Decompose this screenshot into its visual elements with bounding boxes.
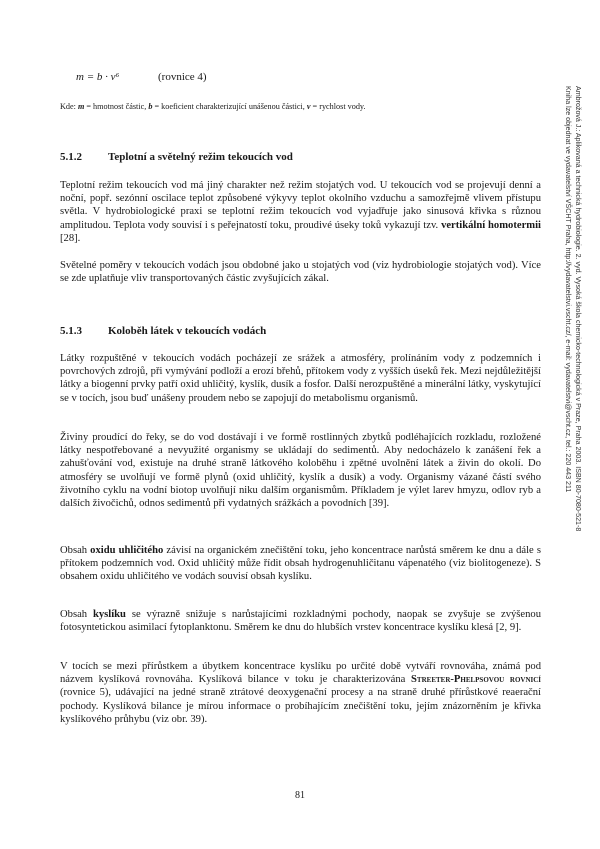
text: Živiny proudící do řeky, se do vod dostávají i ve formě rostlinných zbytků podléhajících rozkladu, rozložené látky nespotřebované a nevyužité organismy se ukládají do sedimentů. Aby nedocházelo k zanášení řek a zahušťování vod, existuje na druhé straně látkového koloběhu i zpětné uvolnění látek a živin do okolí. Do atmosféry se uvolňují ve formě plynů (oxid uhličitý, kyslík a dusík) a vody. Organismy vázané částí svého životního cyklu na vodní biotop uvolňují niku dalším organismům. Příkladem je výlet larev hmyzu, odlov ryb a dalších živočichů, odnos sedimentů při vydatných srážkách a povodních [39]. [60,432,541,510]
paragraph-temperature [60,179,541,245]
paragraph-oxygen [60,608,541,634]
text: [28]. [60,232,81,244]
paragraph-nutrients [60,431,541,510]
paragraph-oxygen-balance [60,660,541,726]
text: Látky rozpuštěné v tekoucích vodách pocházejí ze srážek a atmosféry, prolínáním vody z podzemních i povrchových zdrojů, při vymývání podloží a erozí břehů, přítokem vody z vyšších úseků řek. Mezi nejdůležitější látky a biogenní prvky patří oxid uhličitý, kyslík, dusík a fosfor. Další nerozpuštěné a minerální látky, vyskytující se v tocích, jsou buď unášeny proudem nebo se zapojují do metabolismu organismů. [60,353,541,404]
side-citation [553,86,583,686]
section-number: 5.1.2 [60,151,82,163]
symbol-b: b [148,102,153,111]
term-streeter-phelps: Streeter-Phelpsovou rovnicí [411,674,541,686]
citation-line-2: Kniha lze objednat ve vydavatelství VŠCHT Praha, http://vydavatelstvi.vscht.cz/, e-mail: vydavatelstvi@vscht.cz, tel.: 220 443 211 [564,86,572,493]
symbol-v: v [306,102,311,111]
paragraph-carbon-dioxide [60,544,541,584]
text: Obsah [60,609,93,620]
paragraph-light [60,259,541,285]
definition-prefix: Kde: [60,102,78,111]
text: V tocích se mezi přírůstkem a úbytkem koncentrace kyslíku po určité době vytváří rovnováha, známá pod názvem kyslíková rovnováha. Kyslíková bilance v toku je charakterizována [60,661,541,686]
section-number: 5.1.3 [60,325,82,337]
text: Světelné poměry v tekoucích vodách jsou obdobné jako u stojatých vod (viz hydrobiologie stojatých vod). Více se zde uplatňuje vliv transportovaných částic zvyšujících zákal. [60,260,541,285]
section-title: Koloběh látek v tekoucích vodách [108,325,267,337]
text: závisí na organickém znečištění toku, jeho koncentrace narůstá směrem ke dnu a dále s přítokem podzemních vod. Oxid uhličitý může řídit obsah hydrogenuhličitanu vápenatého (viz biolitogeneze). S obsahem oxidu uhličitého ve vodách souvisí obsah kyslíku. [60,545,541,583]
definition-m: = hmotnost částic, [84,102,149,111]
equation-formula: m = b · v⁶ [76,71,120,83]
text: se výrazně snižuje s narůstajícími rozkladnými pochody, naopak se zvyšuje se zvýšenou fotosyntetickou asimilací fytoplanktonu. Směrem ke dnu do hlubších vrstev koncentrace kyslíku klesá [2, 9]. [60,609,542,634]
equation-definition [60,101,540,112]
definition-b: = koeficient charakterizující unášenou částici, [152,102,307,111]
page-number: 81 [295,790,305,801]
section-heading-5-1-3 [60,325,266,337]
paragraph-dissolved-substances [60,352,541,405]
term-vertical-homothermy: vertikální homotermii [441,219,541,231]
term-carbon-dioxide: oxidu uhličitého [90,545,164,556]
text: Obsah [60,545,91,556]
definition-v: = rychlost vody. [310,102,366,111]
section-heading-5-1-2 [60,151,293,163]
equation-4 [76,71,207,83]
term-oxygen: kyslíku [92,609,126,620]
text: (rovnice 5), udávající na jedné straně ztrátové deoxygenační procesy a na straně druhé přírůstkové reaerační pochody. Kyslíková bilance je mírou informace o probíhajícím znečištění toku, jejím znázorněním je křivka kyslíkového průhybu (viz obr. 39). [60,687,541,725]
equation-number: (rovnice 4) [158,71,207,83]
text: Teplotní režim tekoucích vod má jiný charakter než režim stojatých vod. U tekoucích vod se projevují denní a noční, popř. sezónní oscilace teplot způsobené výkyvy teplot okolního vzduchu a samozřejmě vlivem přístupu světla. V hydrobiologické praxi se teplotní režim tekoucích vod vyjadřuje jako sinusová křivka s různou amplitudou. Teplota vody souvisí i s peřejnatostí toku, proudivé úseky toků vykazují tzv. [60,180,541,231]
symbol-m: m [77,102,85,111]
section-title: Teplotní a světelný režim tekoucích vod [108,151,293,163]
citation-line-1: Ambrožová J.: Aplikovaná a technická hydrobiologie. 2. vyd. Vysoká škola chemicko-technologická v Praze, Praha 2003. ISBN 80-7080-521-8 [574,86,582,532]
